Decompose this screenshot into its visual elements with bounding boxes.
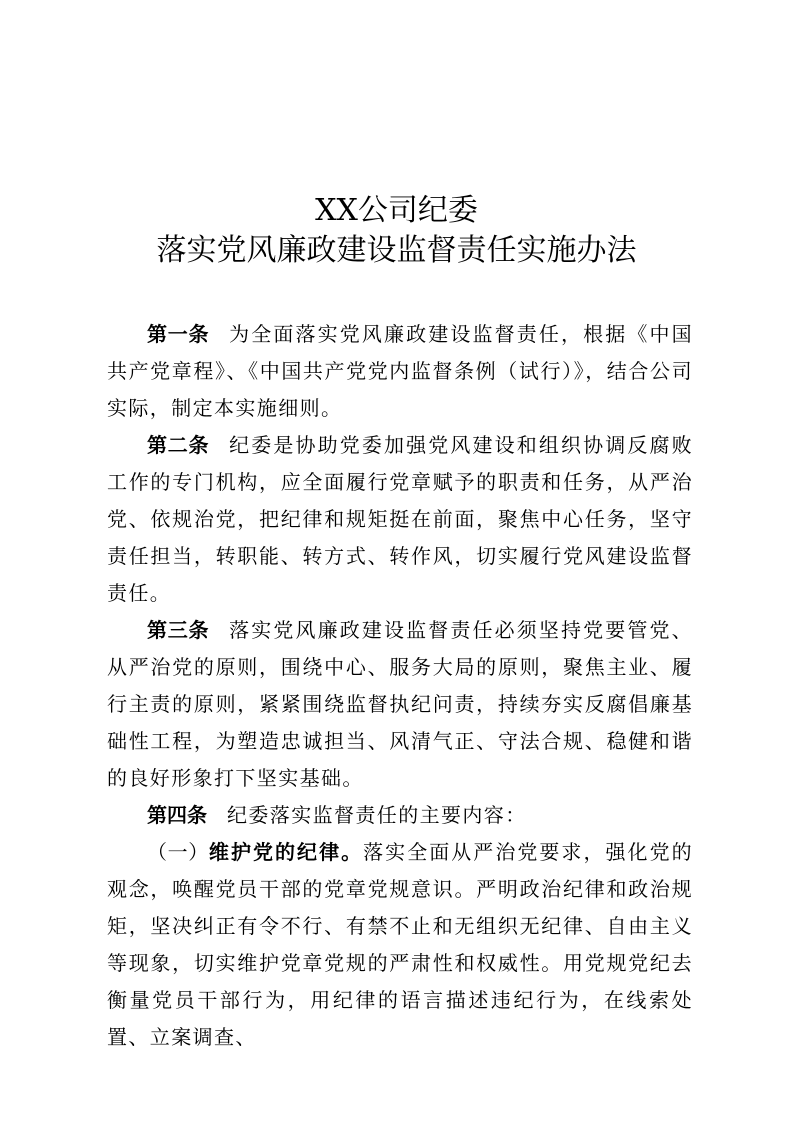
article-label: 第四条 [147,803,207,827]
article-text: 落实党风廉政建设监督责任必须坚持党要管党、从严治党的原则，围绕中心、服务大局的原则，聚焦主业、履行主责的原则，紧紧围绕监督执纪问责，持续夯实反腐倡廉基础性工程，为塑造忠诚担当、风清气正、守法合规、稳健和谐的良好形象打下坚实基础。 [107,618,694,790]
item-label: （一） [147,840,209,864]
article-1 [107,316,693,427]
article-label: 第三条 [147,618,210,642]
article-text: 纪委落实监督责任的主要内容： [227,803,527,827]
document-body [107,316,693,1056]
article-2 [107,427,693,612]
article-text: 为全面落实党风廉政建设监督责任，根据《中国共产党章程》、《中国共产党党内监督条例（试行）》，结合公司实际，制定本实施细则。 [107,322,694,420]
item-1 [107,834,693,1056]
item-text: 落实全面从严治党要求，强化党的观念，唤醒党员干部的党章党规意识。严明政治纪律和政治规矩，坚决纠正有令不行、有禁不止和无组织无纪律、自由主义等现象，切实维护党章党规的严肃性和权威性。用党规党纪去衡量党员干部行为，用纪律的语言描述违纪行为，在线索处置、立案调查、 [107,840,693,1049]
article-4 [107,797,693,834]
article-3 [107,612,693,797]
item-heading: 维护党的纪律。 [208,840,364,864]
document-title-line-2: 落实党风廉政建设监督责任实施办法 [156,233,637,268]
article-label: 第一条 [147,322,210,346]
article-text: 纪委是协助党委加强党风建设和组织协调反腐败工作的专门机构，应全面履行党章赋予的职责和任务，从严治党、依规治党，把纪律和规矩挺在前面，聚焦中心任务，坚守责任担当，转职能、转方式、转作风，切实履行党风建设监督责任。 [107,433,694,605]
document-title-line-1: XX公司纪委 [315,193,478,228]
article-label: 第二条 [147,433,210,457]
